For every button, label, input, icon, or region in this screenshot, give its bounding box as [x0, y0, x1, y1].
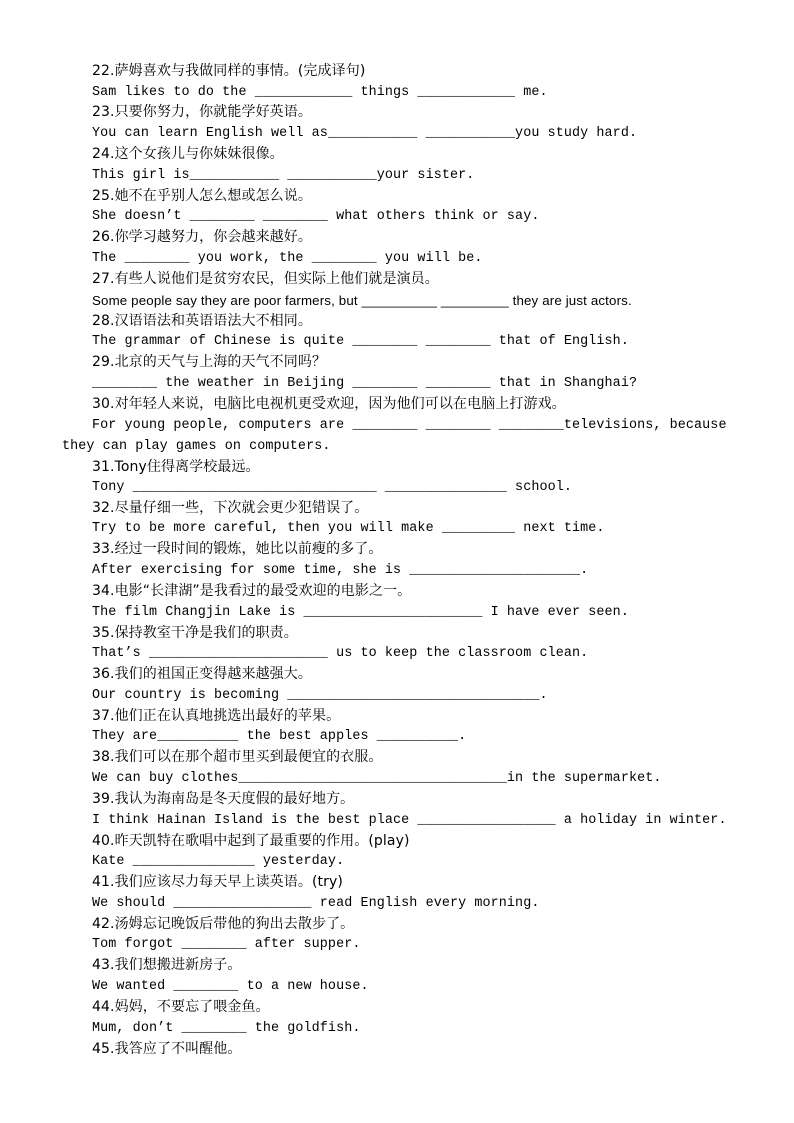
question-39-prompt: 39.我认为海南岛是冬天度假的最好地方。 — [92, 791, 355, 807]
question-44-sentence: Mum, don’t ________ the goldfish. — [92, 1021, 361, 1036]
question-36-sentence: Our country is becoming _______________________________. — [92, 688, 548, 703]
question-28-prompt: 28.汉语语法和英语语法大不相同。 — [92, 313, 312, 329]
question-25-prompt: 25.她不在乎别人怎么想或怎么说。 — [92, 188, 312, 204]
question-25-sentence: She doesn’t ________ ________ what others think or say. — [92, 209, 540, 224]
question-45-prompt: 45.我答应了不叫醒他。 — [92, 1041, 242, 1057]
question-33-prompt: 33.经过一段时间的锻炼，她比以前瘦的多了。 — [92, 541, 383, 557]
question-38-sentence: We can buy clothes_________________________________in the supermarket. — [92, 771, 662, 786]
question-36-prompt: 36.我们的祖国正变得越来越强大。 — [92, 666, 312, 682]
question-37-sentence: They are__________ the best apples __________. — [92, 729, 467, 744]
question-34-prompt: 34.电影“长津湖”是我看过的最受欢迎的电影之一。 — [92, 583, 412, 599]
question-29-sentence: ________ the weather in Beijing ________ ________ that in Shanghai? — [92, 376, 638, 391]
question-42-sentence: Tom forgot ________ after supper. — [92, 937, 361, 952]
question-23-prompt: 23.只要你努力，你就能学好英语。 — [92, 104, 312, 120]
question-26-prompt: 26.你学习越努力，你会越来越好。 — [92, 229, 312, 245]
question-41-prompt: 41.我们应该尽力每天早上读英语。(try) — [92, 874, 343, 890]
question-40-prompt: 40.昨天凯特在歌唱中起到了最重要的作用。(play) — [92, 833, 410, 849]
question-44-prompt: 44.妈妈，不要忘了喂金鱼。 — [92, 999, 270, 1015]
question-37-prompt: 37.他们正在认真地挑选出最好的苹果。 — [92, 708, 341, 724]
question-24-sentence: This girl is___________ ___________your sister. — [92, 168, 475, 183]
question-22-prompt: 22.萨姆喜欢与我做同样的事情。(完成译句) — [92, 63, 366, 79]
question-41-sentence: We should _________________ read English every morning. — [92, 896, 540, 911]
question-35-prompt: 35.保持教室干净是我们的职责。 — [92, 625, 298, 641]
question-22-sentence: Sam likes to do the ____________ things ____________ me. — [92, 85, 548, 100]
question-33-sentence: After exercising for some time, she is _____________________. — [92, 563, 589, 578]
question-32-prompt: 32.尽量仔细一些，下次就会更少犯错误了。 — [92, 500, 369, 516]
question-23-sentence: You can learn English well as___________ ___________you study hard. — [92, 126, 638, 141]
question-34-sentence: The film Changjin Lake is ______________________ I have ever seen. — [92, 605, 629, 620]
question-30-sentence: For young people, computers are ________ ________ ________televisions, because they can play games on computers. — [62, 418, 735, 454]
question-31-sentence: Tony ______________________________ _______________ school. — [92, 480, 573, 495]
question-32-sentence: Try to be more careful, then you will make _________ next time. — [92, 521, 605, 536]
question-29-prompt: 29.北京的天气与上海的天气不同吗？ — [92, 354, 327, 370]
question-24-prompt: 24.这个女孩儿与你妹妹很像。 — [92, 146, 284, 162]
question-28-sentence: The grammar of Chinese is quite ________ ________ that of English. — [92, 334, 629, 349]
question-27-prompt: 27.有些人说他们是贫穷农民，但实际上他们就是演员。 — [92, 271, 439, 287]
question-30-prompt: 30.对年轻人来说，电脑比电视机更受欢迎，因为他们可以在电脑上打游戏。 — [92, 396, 566, 412]
question-43-sentence: We wanted ________ to a new house. — [92, 979, 369, 994]
question-39-sentence: I think Hainan Island is the best place _________________ a holiday in winter. — [92, 813, 727, 828]
question-42-prompt: 42.汤姆忘记晚饭后带他的狗出去散步了。 — [92, 916, 355, 932]
question-35-sentence: That’s ______________________ us to keep the classroom clean. — [92, 646, 589, 661]
question-40-sentence: Kate _______________ yesterday. — [92, 854, 345, 869]
question-38-prompt: 38.我们可以在那个超市里买到最便宜的衣服。 — [92, 749, 383, 765]
question-31-prompt: 31.Tony住得离学校最远。 — [92, 459, 260, 475]
question-43-prompt: 43.我们想搬进新房子。 — [92, 957, 242, 973]
question-27-sentence: Some people say they are poor farmers, but __________ _________ they are just actors. — [92, 293, 632, 308]
question-26-sentence: The ________ you work, the ________ you will be. — [92, 251, 483, 266]
